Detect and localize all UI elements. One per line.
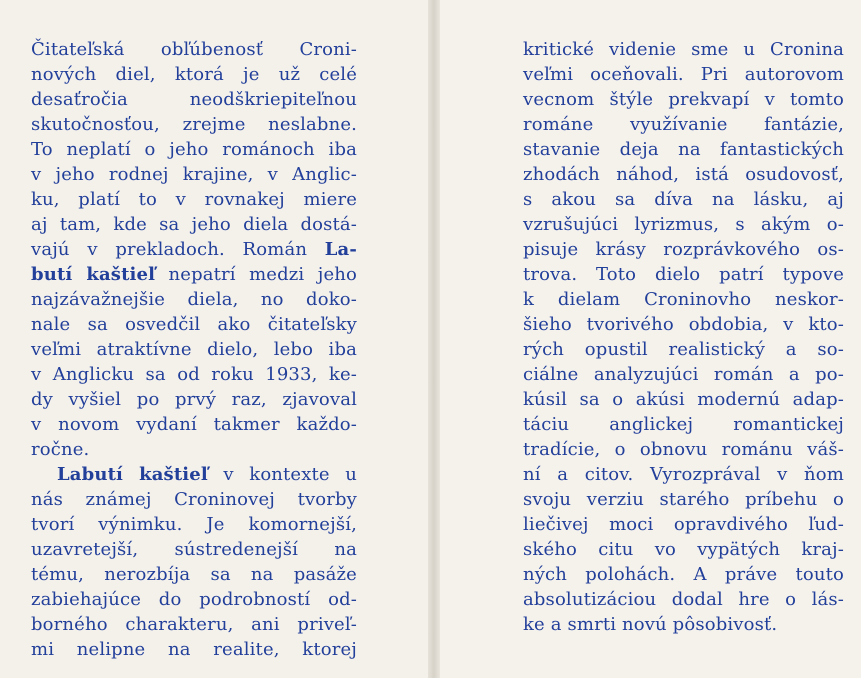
text-span: tradície, o obnovu románu váš- xyxy=(523,439,844,460)
text-line xyxy=(31,262,357,287)
text-span: ročne. xyxy=(31,439,90,460)
text-span: trova. Toto dielo patrí typove xyxy=(523,264,844,285)
text-span: Čitateľská obľúbenosť Croni- xyxy=(31,39,357,60)
text-span: stavanie deja na fantastických xyxy=(523,139,844,160)
text-span: ke a smrti novú pôsobivosť. xyxy=(523,614,778,635)
text-span: v novom vydaní takmer každo- xyxy=(31,414,357,435)
text-line xyxy=(31,362,357,387)
text-span: mi nelipne na realite, ktorej xyxy=(31,639,357,660)
text-line xyxy=(523,87,844,112)
text-span: ní a citov. Vyrozprával v ňom xyxy=(523,464,844,485)
text-span: veľmi oceňovali. Pri autorovom xyxy=(523,64,844,85)
text-line xyxy=(31,637,357,662)
text-line xyxy=(523,612,844,637)
text-line xyxy=(31,312,357,337)
text-line xyxy=(523,37,844,62)
right-text-column xyxy=(523,37,844,637)
text-span: nových diel, ktorá je už celé xyxy=(31,64,357,85)
text-span: táciu anglickej romantickej xyxy=(523,414,844,435)
text-span: kúsil sa o akúsi modernú adap- xyxy=(523,389,844,410)
text-span: To neplatí o jeho románoch iba xyxy=(31,139,357,160)
text-line xyxy=(31,437,357,462)
text-span: v jeho rodnej krajine, v Anglic- xyxy=(31,164,357,185)
text-span: nás známej Croninovej tvorby xyxy=(31,489,357,510)
text-line xyxy=(31,387,357,412)
text-line xyxy=(31,237,357,262)
text-line xyxy=(523,512,844,537)
text-line xyxy=(31,112,357,137)
text-line xyxy=(523,287,844,312)
text-line xyxy=(523,537,844,562)
text-span: kritické videnie sme u Cronina xyxy=(523,39,844,60)
text-span: desaťročia neodškriepiteľnou xyxy=(31,89,357,110)
text-line xyxy=(31,487,357,512)
text-line xyxy=(523,562,844,587)
text-line xyxy=(523,137,844,162)
left-text-column xyxy=(31,37,357,662)
text-line xyxy=(31,162,357,187)
text-span: zhodách náhod, istá osudovosť, xyxy=(523,164,844,185)
text-span: nale sa osvedčil ako čitateľsky xyxy=(31,314,357,335)
text-span: veľmi atraktívne dielo, lebo iba xyxy=(31,339,357,360)
text-span: vecnom štýle prekvapí v tomto xyxy=(523,89,844,110)
text-span: románe využívanie fantázie, xyxy=(523,114,844,135)
text-line xyxy=(31,137,357,162)
text-span: ných polohách. A práve touto xyxy=(523,564,844,585)
text-span: rých opustil realistický a so- xyxy=(523,339,844,360)
text-line xyxy=(31,412,357,437)
text-line xyxy=(523,462,844,487)
text-line xyxy=(31,287,357,312)
text-line xyxy=(523,62,844,87)
text-line xyxy=(31,212,357,237)
text-span: skutočnosťou, zrejme neslabne. xyxy=(31,114,357,135)
page-gutter xyxy=(428,0,440,678)
text-span: šieho tvorivého obdobia, v kto- xyxy=(523,314,844,335)
book-title-bold: La- xyxy=(324,239,357,260)
text-span: liečivej moci opravdivého ľud- xyxy=(523,514,844,535)
text-line xyxy=(523,237,844,262)
book-title-bold: butí kaštieľ xyxy=(31,264,156,285)
text-line xyxy=(31,612,357,637)
text-line xyxy=(31,87,357,112)
text-span: ku, platí to v rovnakej miere xyxy=(31,189,357,210)
text-line xyxy=(523,262,844,287)
text-span: zabiehajúce do podrobností od- xyxy=(31,589,357,610)
text-span: ského citu vo vypätých kraj- xyxy=(523,539,844,560)
text-line xyxy=(523,412,844,437)
text-line xyxy=(31,562,357,587)
text-span: tému, nerozbíja sa na pasáže xyxy=(31,564,357,585)
book-title-bold: Labutí kaštieľ xyxy=(57,464,208,485)
text-span: najzávažnejšie diela, no doko- xyxy=(31,289,357,310)
text-span: s akou sa díva na lásku, aj xyxy=(523,189,844,210)
text-line xyxy=(31,337,357,362)
text-line xyxy=(31,62,357,87)
text-line xyxy=(31,512,357,537)
text-span: svoju verziu starého príbehu o xyxy=(523,489,844,510)
text-line xyxy=(523,212,844,237)
text-span: dy vyšiel po prvý raz, zjavoval xyxy=(31,389,357,410)
text-span: aj tam, kde sa jeho diela dostá- xyxy=(31,214,357,235)
text-line xyxy=(523,187,844,212)
text-line xyxy=(523,587,844,612)
text-line xyxy=(523,312,844,337)
text-line xyxy=(523,112,844,137)
text-span: ciálne analyzujúci román a po- xyxy=(523,364,844,385)
text-line xyxy=(31,187,357,212)
text-line xyxy=(523,337,844,362)
text-span: nepatrí medzi jeho xyxy=(155,264,357,285)
text-line xyxy=(31,587,357,612)
text-span: k dielam Croninovho neskor- xyxy=(523,289,844,310)
text-line xyxy=(31,37,357,62)
text-line xyxy=(523,437,844,462)
text-span: pisuje krásy rozprávkového os- xyxy=(523,239,844,260)
text-span: borného charakteru, ani priveľ- xyxy=(31,614,357,635)
text-line xyxy=(31,462,357,487)
text-span: absolutizáciou dodal hre o lás- xyxy=(523,589,844,610)
text-span: v Anglicku sa od roku 1933, ke- xyxy=(31,364,357,385)
text-line xyxy=(31,537,357,562)
text-line xyxy=(523,387,844,412)
text-span: vajú v prekladoch. Román xyxy=(31,239,325,260)
text-span: v kontexte u xyxy=(207,464,357,485)
text-span: uzavretejší, sústredenejší na xyxy=(31,539,357,560)
text-line xyxy=(523,362,844,387)
text-span: vzrušujúci lyrizmus, s akým o- xyxy=(523,214,844,235)
text-line xyxy=(523,487,844,512)
text-span: tvorí výnimku. Je komornejší, xyxy=(31,514,357,535)
text-line xyxy=(523,162,844,187)
